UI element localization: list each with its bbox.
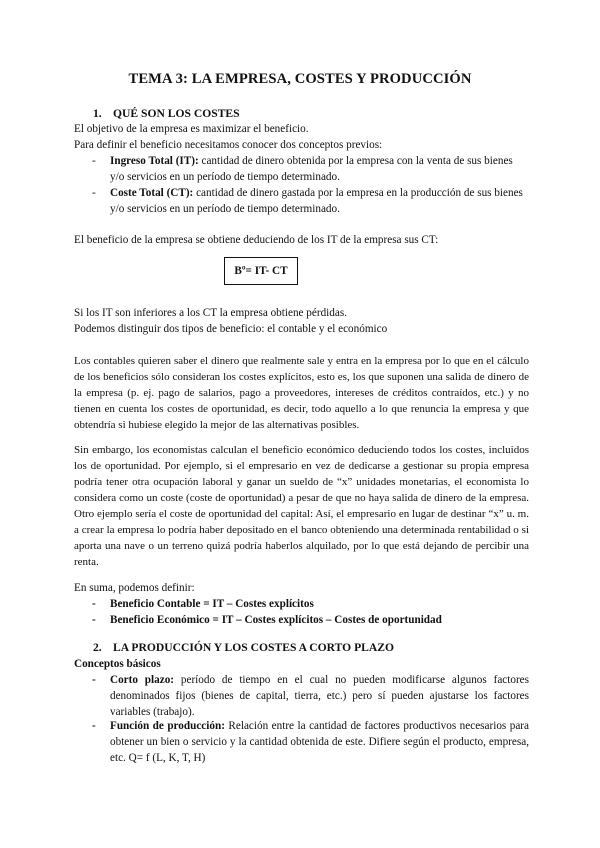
- section-1-title: QUÉ SON LOS COSTES: [113, 107, 240, 120]
- section-2-number: 2.: [93, 641, 102, 654]
- section-2-title: LA PRODUCCIÓN Y LOS COSTES A CORTO PLAZO: [113, 641, 395, 654]
- section-1-heading: [93, 106, 240, 122]
- section-1-intro-1: El objetivo de la empresa es maximizar el beneficio.: [74, 123, 309, 135]
- section-2-heading: [93, 640, 394, 656]
- definition-ingreso-total: cantidad de dinero obtenida por la empresa con la venta de sus bienes y/o servicios en un período de tiempo determinado.: [110, 155, 513, 183]
- paragraph-contables: Los contables quieren saber el dinero que realmente sale y entra en la empresa por lo que en el cálculo de los beneficios sólo consideran los costes explícitos, esto es, los que suponen una salida de dinero de la empresa (p. ej. pago de salarios, pago a proveedores, intereses de créditos contraídos, etc.) y no tienen en cuenta los costes de oportunidad, es decir, todo aquello a lo que renuncia la empresa y que obtendría si hubiese elegido la mejor de las alternativas posibles.: [74, 355, 529, 431]
- summary-beneficio-contable: Beneficio Contable = IT – Costes explícitos: [110, 598, 314, 610]
- list-item-coste-total: [92, 185, 529, 217]
- list-dash: -: [92, 187, 96, 199]
- summary-item-economico: [92, 612, 529, 628]
- term-ingreso-total: Ingreso Total (IT):: [110, 155, 199, 167]
- summary-beneficio-economico: Beneficio Económico = IT – Costes explícitos – Costes de oportunidad: [110, 614, 442, 626]
- section-1-number: 1.: [93, 107, 102, 120]
- list-dash: -: [92, 614, 96, 626]
- list-item-corto-plazo: [92, 672, 529, 720]
- section-1-intro-2: Para definir el beneficio necesitamos conocer dos conceptos previos:: [74, 139, 383, 151]
- definition-corto-plazo: período de tiempo en el cual no pueden modificarse algunos factores denominados fijos (bienes de capital, tierra, etc.) pero sí pueden ajustarse los factores variables (trabajo).: [110, 674, 529, 718]
- list-item-funcion-produccion: [92, 718, 529, 766]
- benefit-formula-box: [224, 257, 298, 285]
- loss-line: Si los IT son inferiores a los CT la empresa obtiene pérdidas.: [74, 307, 348, 319]
- list-dash: -: [92, 720, 96, 732]
- benefit-intro: El beneficio de la empresa se obtiene deduciendo de los IT de la empresa sus CT:: [74, 234, 439, 246]
- benefit-formula: Bº= IT- CT: [234, 265, 288, 277]
- document-title: TEMA 3: LA EMPRESA, COSTES Y PRODUCCIÓN: [128, 71, 472, 87]
- summary-intro: En suma, podemos definir:: [74, 582, 195, 594]
- benefit-types-line: Podemos distinguir dos tipos de beneficio: el contable y el económico: [74, 323, 388, 335]
- section-2-subheading: Conceptos básicos: [74, 658, 161, 670]
- list-dash: -: [92, 674, 96, 686]
- term-funcion-produccion: Función de producción:: [110, 720, 225, 732]
- term-corto-plazo: Corto plazo:: [110, 674, 175, 686]
- paragraph-economistas: Sin embargo, los economistas calculan el beneficio económico deduciendo todos los costes, incluidos los de oportunidad. Por ejemplo, si el empresario en vez de dedicarse a gestionar su propia empresa podría tener otra ocupación laboral y ganar un sueldo de “x” unidades monetarias, el economista lo considera como un coste (coste de oportunidad) a pesar de que no haya salida de dinero de la empresa. Otro ejemplo sería el coste de oportunidad del capital: Así, el empresario en lugar de destinar “x” u. m. a crear la empresa lo podría haber depositado en el banco obteniendo una determinada rentabilidad o si aporta una nave o un terreno quizá podría haberlos alquilado, por lo que está dejando de percibir una renta.: [74, 444, 529, 568]
- list-dash: -: [92, 598, 96, 610]
- definition-funcion-produccion: Relación entre la cantidad de factores productivos necesarios para obtener un bien o servicio y la cantidad obtenida de este. Difiere según el producto, empresa, etc. Q= f (L, K, T, H): [110, 720, 530, 764]
- list-dash: -: [92, 155, 96, 167]
- summary-item-contable: [92, 596, 529, 612]
- definition-coste-total: cantidad de dinero gastada por la empresa en la producción de sus bienes y/o servicios en un período de tiempo determinado.: [110, 187, 523, 215]
- list-item-ingreso-total: [92, 153, 529, 185]
- term-coste-total: Coste Total (CT):: [110, 187, 194, 199]
